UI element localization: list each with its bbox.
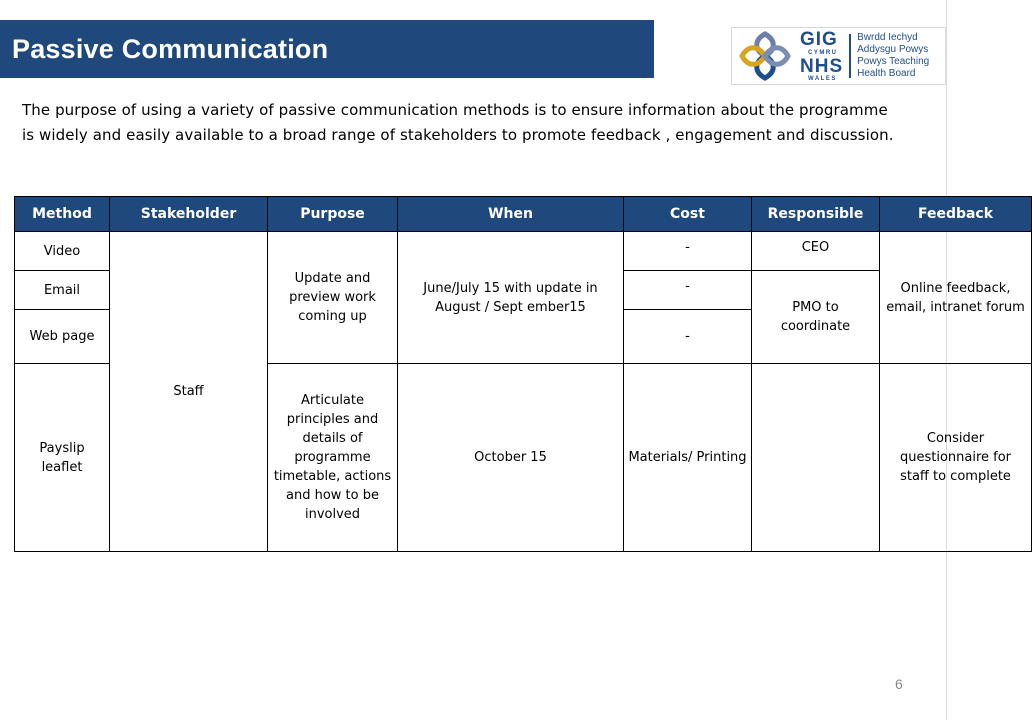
header-method: Method: [15, 197, 110, 232]
feedback-cell: Online feedback, email, intranet forum: [880, 232, 1032, 364]
logo-divider: [849, 34, 851, 78]
responsible-cell: CEO: [752, 232, 880, 271]
method-cell: Web page: [15, 310, 110, 364]
title-bar: [0, 20, 654, 78]
cost-cell: -: [624, 271, 752, 310]
page-title: Passive Communication: [12, 33, 329, 64]
responsible-cell: PMO to coordinate: [752, 271, 880, 364]
cost-cell: Materials/ Printing: [624, 364, 752, 552]
intro-paragraph: The purpose of using a variety of passive communication methods is to ensure information about the programme is widely and easily available to a broad range of stakeholders to promote feedback , engagement and discussion.: [22, 101, 894, 144]
header-feedback: Feedback: [880, 197, 1032, 232]
table-header-row: [15, 197, 1032, 232]
purpose-cell: Articulate principles and details of programme timetable, actions and how to be involved: [268, 364, 398, 552]
cost-cell: -: [624, 310, 752, 364]
purpose-cell: Update and preview work coming up: [268, 232, 398, 364]
nhs-wordmark: GIG CYMRU NHS WALES: [800, 29, 844, 82]
header-purpose: Purpose: [268, 197, 398, 232]
stakeholder-cell: Staff: [110, 232, 268, 552]
header-cost: Cost: [624, 197, 752, 232]
feedback-cell: Consider questionnaire for staff to complete: [880, 364, 1032, 552]
health-board-logo: [731, 27, 946, 85]
when-cell: October 15: [398, 364, 624, 552]
celtic-knot-icon: [736, 30, 794, 82]
board-name: Bwrdd Iechyd Addysgu Powys Powys Teaching Health Board: [857, 32, 930, 79]
header-when: When: [398, 197, 624, 232]
page-number: 6: [895, 676, 903, 692]
when-cell: June/July 15 with update in August / Sept ember15: [398, 232, 624, 364]
communication-table: [14, 196, 1032, 552]
cost-cell: -: [624, 232, 752, 271]
method-cell: Payslip leaflet: [15, 364, 110, 552]
header-responsible: Responsible: [752, 197, 880, 232]
header-stakeholder: Stakeholder: [110, 197, 268, 232]
responsible-cell: [752, 364, 880, 552]
method-cell: Video: [15, 232, 110, 271]
table-row: [15, 232, 1032, 271]
method-cell: Email: [15, 271, 110, 310]
